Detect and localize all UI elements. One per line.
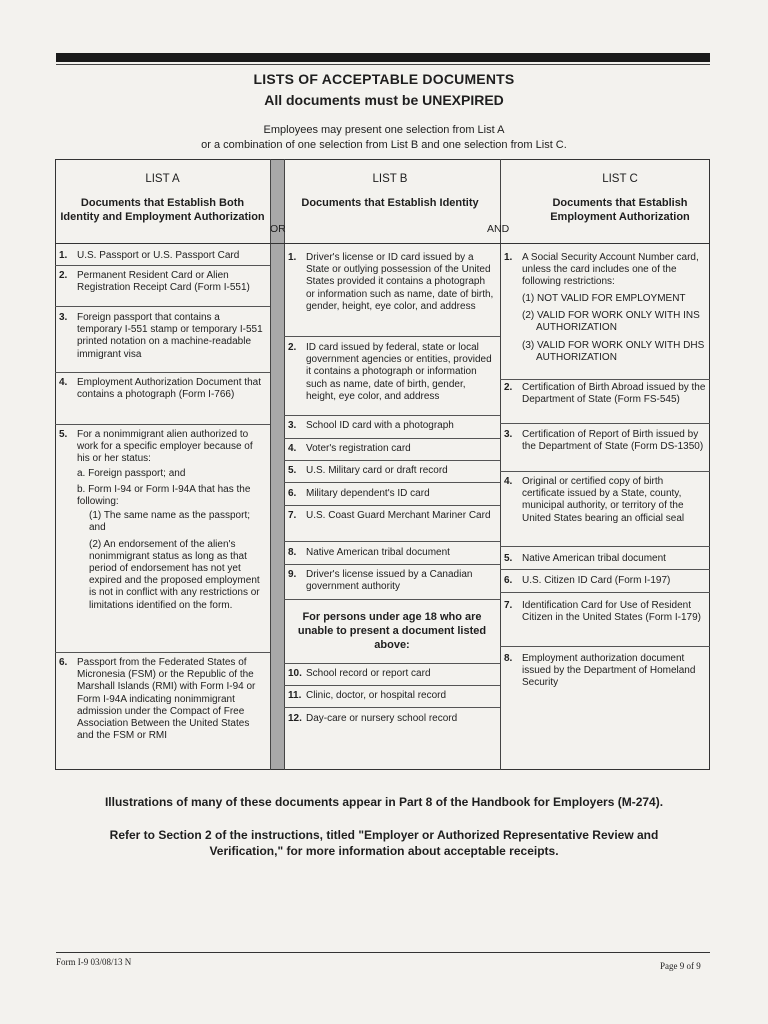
row-rule [284,482,500,483]
page-number: Page 9 of 9 [660,961,701,971]
row-rule [55,424,270,425]
row-rule [55,372,270,373]
or-separator-column [270,160,284,769]
list-a-heading: Documents that Establish Both Identity and Employment Authorization [60,197,265,223]
intro-line-1: Employees may present one selection from List A [263,124,505,136]
row-rule [55,306,270,307]
row-rule [500,546,710,547]
column-divider [284,159,285,770]
row-rule [284,438,500,439]
row-rule [500,379,710,380]
and-label: AND [487,223,510,235]
row-rule [500,423,710,424]
receipts-note: Refer to Section 2 of the instructions, titled "Employer or Authorized Representative Review and Verification," for more information about acceptable receipts. [109,828,659,858]
handbook-note: Illustrations of many of these documents appear in Part 8 of the Handbook for Employers (M-274). [104,795,664,809]
item-5-sub-b1: (1) The same name as the passport; and [89,510,251,534]
row-rule [500,646,710,647]
persons-under-18-note: For persons under age 18 who are unable to present a document listed above: [297,611,487,651]
or-label: OR [270,223,286,235]
item-5-sub-b: b. Form I-94 or Form I-94A that has the following: [77,483,251,508]
page-title: LISTS OF ACCEPTABLE DOCUMENTS [253,71,515,87]
row-rule [284,460,500,461]
row-rule [284,505,500,506]
item-5-sub-a: a. Foreign passport; and [77,467,186,479]
form-identifier: Form I-9 03/08/13 N [56,957,132,967]
row-rule [284,336,500,337]
row-rule [284,541,500,542]
list-b-name: LIST B [372,173,408,185]
row-rule [500,592,710,593]
row-rule [284,415,500,416]
restriction-2: (2) VALID FOR WORK ONLY WITH INS AUTHORIZATION [522,309,700,334]
header-rule [55,243,710,244]
row-rule [55,265,270,266]
list-c-header [530,172,710,224]
row-rule [500,569,710,570]
list-b-heading: Documents that Establish Identity [301,197,479,209]
row-rule [284,685,500,686]
list-c-heading: Documents that Establish Employment Authorization [550,197,690,223]
list-a-name: LIST A [145,173,180,185]
column-divider [500,159,501,770]
list-c-item-1: 1. A Social Security Account Number card, unless the card includes one of the following restrictions: (1) NOT VALID FOR EMPLOYMENT (2) VALID FOR WORK ONLY WITH INS AUTHORIZATION (3) VALID FOR WORK ONLY WITH DHS AUTHORIZATION [504,252,705,364]
document-page: LISTS OF ACCEPTABLE DOCUMENTS All documents must be UNEXPIRED Employees may present one selection from List A or a combination of one selection from List B and one selection from List C. LIST A Documents that Establish Both Identity and Employment Authorization LIST B Documents that Establish Identity LIST C Documents that Establish Employment Authorization OR AND 1. U.S. Passport or U.S. Passport Card 2. Permanent Resident Card or Alien Registration Receipt Card (Form I-551) 3. Foreign passport that contains a temporary I-551 stamp or temporary I-551 printed notation on a machine-readable immigrant visa 4. Employment Authorization Document that contains a photograph (Form I-766) 5. For a nonimmigrant alien authorized to work for a specific employer because of his or her status: a. Foreign passport; and b. Form I-94 or Form I-94A that has the following: (1) The same name as the passport; and (2) An endorsement of the alien's nonimmigrant status as long as that period of endorsement has not yet expired and the proposed employment is not in conflict with any restrictions or limitations identified on the form. 6. Passport from the Federated States of Micronesia (FSM) or the Republic of the Marshall Islands (RMI) with Form I-94 or Form I-94A indicating nonimmigrant admission under the Compact of Free Association Between the United States and the FSM or RMI 1. Driver's license or ID card issued by a State or outlying possession of the United States provided it contains a photograph or information such as name, date of birth, gender, height, eye color, and address 2. ID card issued by federal, state or local government agencies or entities, provided it contains a photograph or information such as name, date of birth, gender, height, eye color, and address 3. School ID card with a photograph 4. Voter's registration card 5. U.S. Military card or draft record 6. Military dependent's ID card 7. U.S. Coast Guard Merchant Mariner Card 8. Native American tribal document 9. Driver's license issued by a Canadian government authority For persons under age 18 who are unable to present a document listed above: 10. School record or report card 11. Clinic, doctor, or hospital record 12. Day-care or nursery school record 1. A Social Security Account Number card, unless the card includes one of the following restrictions: (1) NOT VALID FOR EMPLOYMENT (2) VALID FOR WORK ONLY WITH INS AUTHORIZATION (3) VALID FOR WORK ONLY WITH DHS AUTHORIZATION 2. Certification of Birth Abroad issued by the Department of State (Form FS-545) 3. Certification of Report of Birth issued by the Department of State (Form DS-1350) 4. Original or certified copy of birth certificate issued by a State, county, municipal authority, or territory of the United States bearing an official seal 5. Native American tribal document 6. U.S. Citizen ID Card (Form I-197) 7. Identification Card for Use of Resident Citizen in the United States (Form I-179) 8. Employment authorization document issued by the Department of Homeland Security Illustrations of many of these documents appear in Part 8 of the Handbook for Employers (M-274). Refer to Section 2 of the instructions, titled "Employer or Authorized Representative Review and Verification," for more information about acceptable receipts. Form I-9 03/08/13 N Page 9 of 9 [0,0,768,1024]
intro-line-2: or a combination of one selection from List B and one selection from List C. [201,139,567,151]
row-rule [284,707,500,708]
restriction-3: (3) VALID FOR WORK ONLY WITH DHS AUTHORIZATION [522,340,705,364]
top-rule-thin [56,64,710,65]
row-rule [284,599,500,600]
restriction-1: (1) NOT VALID FOR EMPLOYMENT [522,292,686,304]
list-c-name: LIST C [602,173,638,185]
column-divider [270,159,271,770]
list-b-header [295,172,485,210]
row-rule [500,471,710,472]
row-rule [55,652,270,653]
page-subtitle: All documents must be UNEXPIRED [264,92,504,108]
row-rule [284,564,500,565]
bottom-rule [56,952,710,953]
item-5-sub-b2: (2) An endorsement of the alien's nonimmigrant status as long as that period of endorsement has not yet expired and the proposed employment is not in conflict with any restrictions or limitations identified on the form. [89,538,260,611]
row-rule [284,663,500,664]
list-a-header [60,172,265,224]
list-a-item-5: 5. For a nonimmigrant alien authorized to work for a specific employer because of his or her status: a. Foreign passport; and b. Form I-94 or Form I-94A that has the following: (1) The same name as the passport; and (2) An endorsement of the alien's nonimmigrant status as long as that period of endorsement has not yet expired and the proposed employment is not in conflict with any restrictions or limitations identified on the form. [55,429,270,651]
top-rule [56,53,710,62]
